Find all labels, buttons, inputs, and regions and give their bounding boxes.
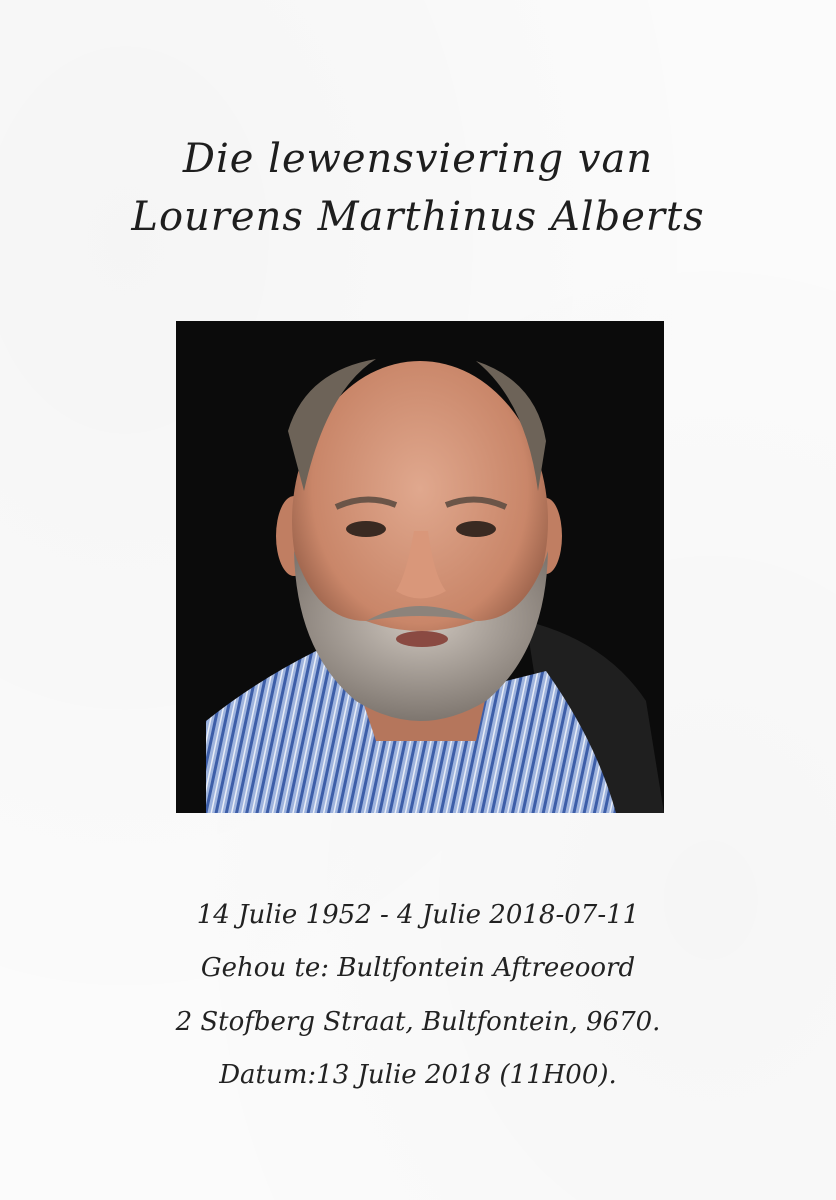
service-date: Datum:13 Julie 2018 (11H00). bbox=[219, 1060, 617, 1090]
deceased-name: Lourens Marthinus Alberts bbox=[131, 194, 705, 240]
life-dates: 14 Julie 1952 - 4 Julie 2018-07-11 bbox=[196, 900, 640, 930]
venue: Gehou te: Bultfontein Aftreeoord bbox=[200, 953, 636, 983]
title-line-1: Die lewensviering van bbox=[182, 136, 654, 182]
address: 2 Stofberg Straat, Bultfontein, 9670. bbox=[175, 1007, 661, 1037]
portrait-photo bbox=[176, 321, 664, 813]
